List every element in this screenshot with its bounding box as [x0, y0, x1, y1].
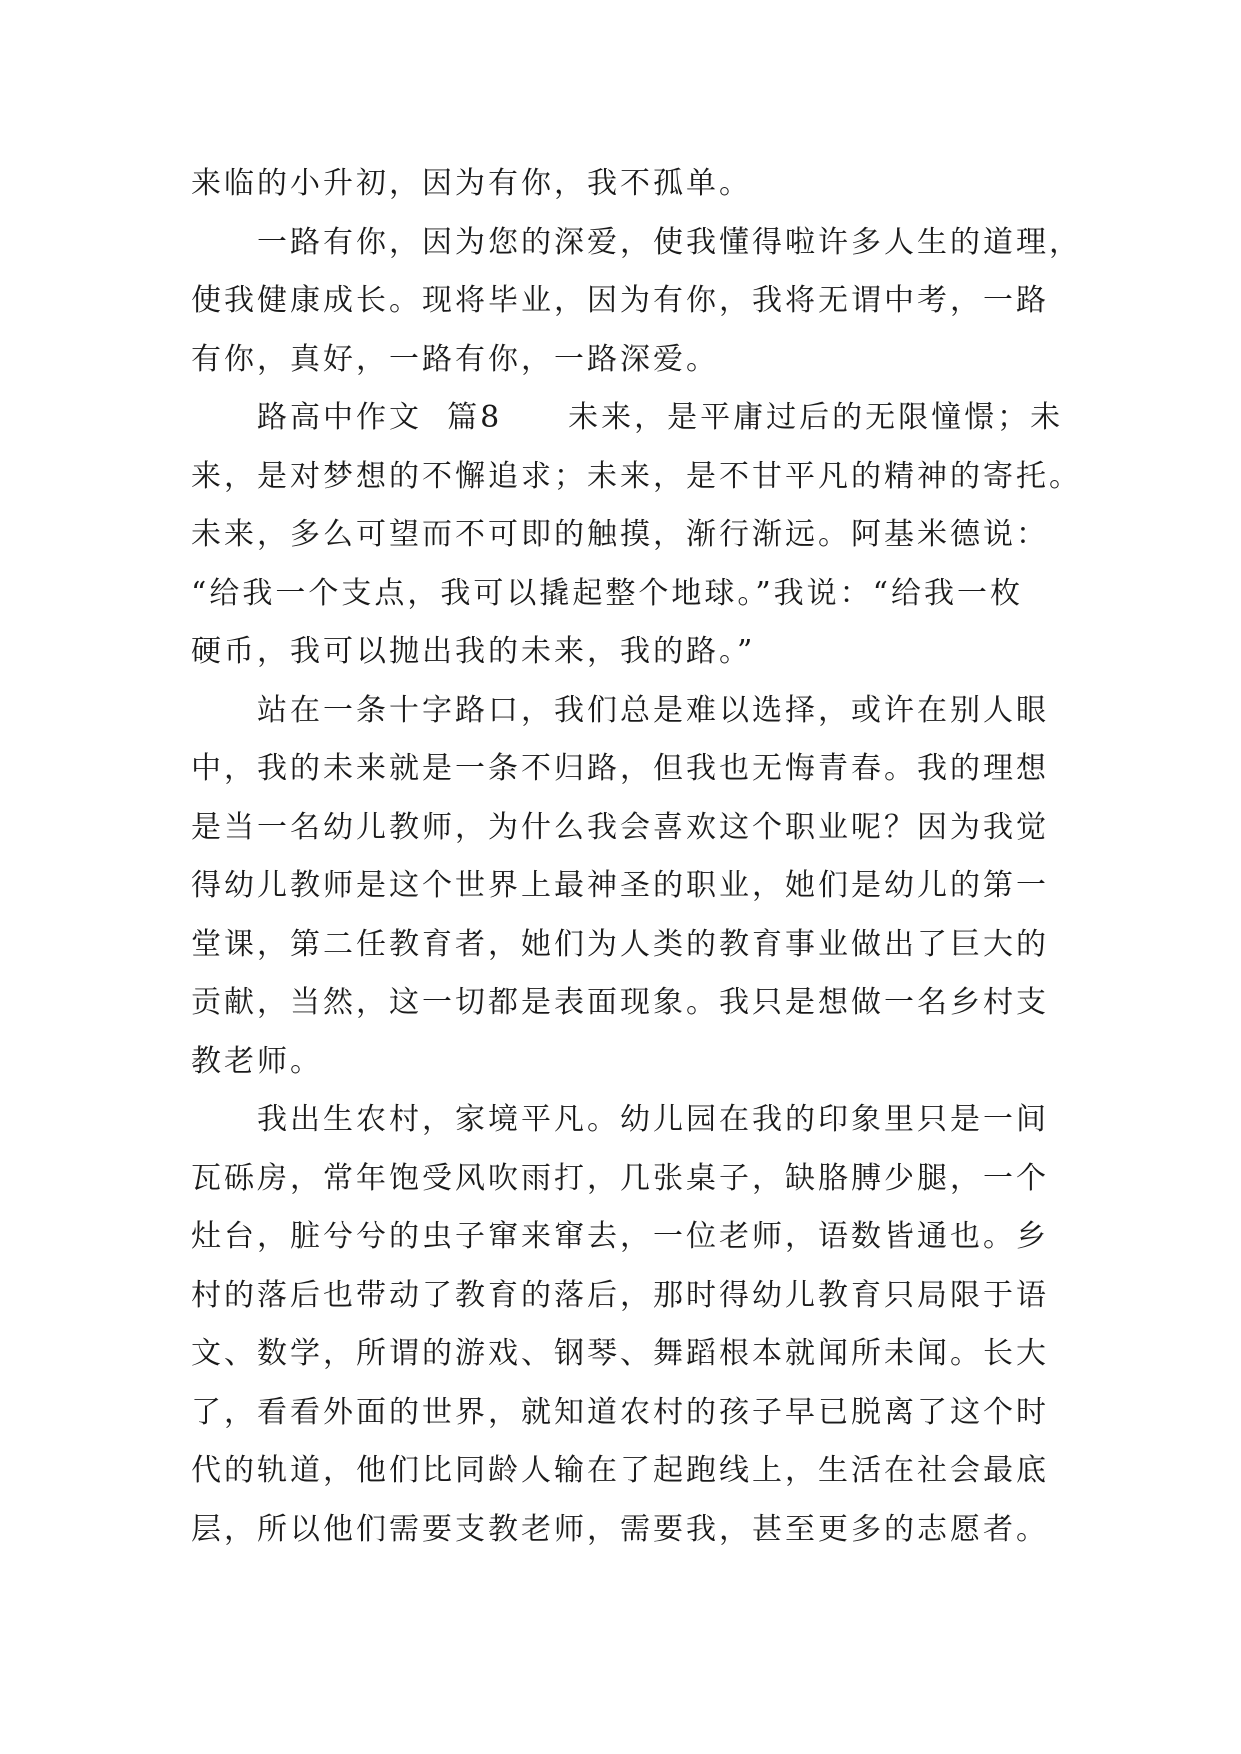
text-line: 路高中作文 篇8 未来，是平庸过后的无限憧憬；未 [191, 400, 1064, 435]
text-line: 来，是对梦想的不懈追求；未来，是不甘平凡的精神的寄托。 [191, 458, 1082, 494]
text-line: 层，所以他们需要支教老师，需要我，甚至更多的志愿者。 [191, 1511, 1049, 1547]
text-line: 堂课，第二任教育者，她们为人类的教育事业做出了巨大的 [191, 926, 1049, 962]
text-line: “给我一个支点，我可以撬起整个地球。”我说：“给我一枚 [191, 575, 1024, 611]
text-line: 站在一条十字路口，我们总是难以选择，或许在别人眼 [191, 692, 1049, 728]
text-line: 我出生农村，家境平凡。幼儿园在我的印象里只是一间 [191, 1102, 1049, 1137]
text-line: 代的轨道，他们比同龄人输在了起跑线上，生活在社会最底 [191, 1453, 1049, 1488]
text-line: 有你，真好，一路有你，一路深爱。 [191, 341, 719, 377]
text-line: 得幼儿教师是这个世界上最神圣的职业，她们是幼儿的第一 [191, 868, 1049, 903]
text-line: 中，我的未来就是一条不归路，但我也无悔青春。我的理想 [191, 751, 1049, 786]
text-line: 硬币，我可以抛出我的未来，我的路。” [191, 634, 756, 669]
text-line: 了，看看外面的世界，就知道农村的孩子早已脱离了这个时 [191, 1394, 1049, 1430]
text-line: 贡献，当然，这一切都是表面现象。我只是想做一名乡村支 [191, 985, 1049, 1020]
essay-body [191, 155, 1082, 1559]
text-line: 来临的小升初，因为有你，我不孤单。 [191, 166, 752, 201]
text-line: 未来，多么可望而不可即的触摸，渐行渐远。阿基米德说： [191, 517, 1049, 552]
text-line: 一路有你，因为您的深爱，使我懂得啦许多人生的道理， [191, 224, 1082, 260]
text-line: 是当一名幼儿教师，为什么我会喜欢这个职业呢？因为我觉 [191, 809, 1049, 845]
text-line: 教老师。 [191, 1043, 323, 1079]
text-line: 村的落后也带动了教育的落后，那时得幼儿教育只局限于语 [191, 1277, 1049, 1313]
text-line: 文、数学，所谓的游戏、钢琴、舞蹈根本就闻所未闻。长大 [191, 1336, 1049, 1371]
text-line: 瓦砾房，常年饱受风吹雨打，几张桌子，缺胳膊少腿，一个 [191, 1160, 1049, 1196]
text-line: 灶台，脏兮兮的虫子窜来窜去，一位老师，语数皆通也。乡 [191, 1219, 1049, 1254]
text-line: 使我健康成长。现将毕业，因为有你，我将无谓中考，一路 [191, 283, 1049, 318]
